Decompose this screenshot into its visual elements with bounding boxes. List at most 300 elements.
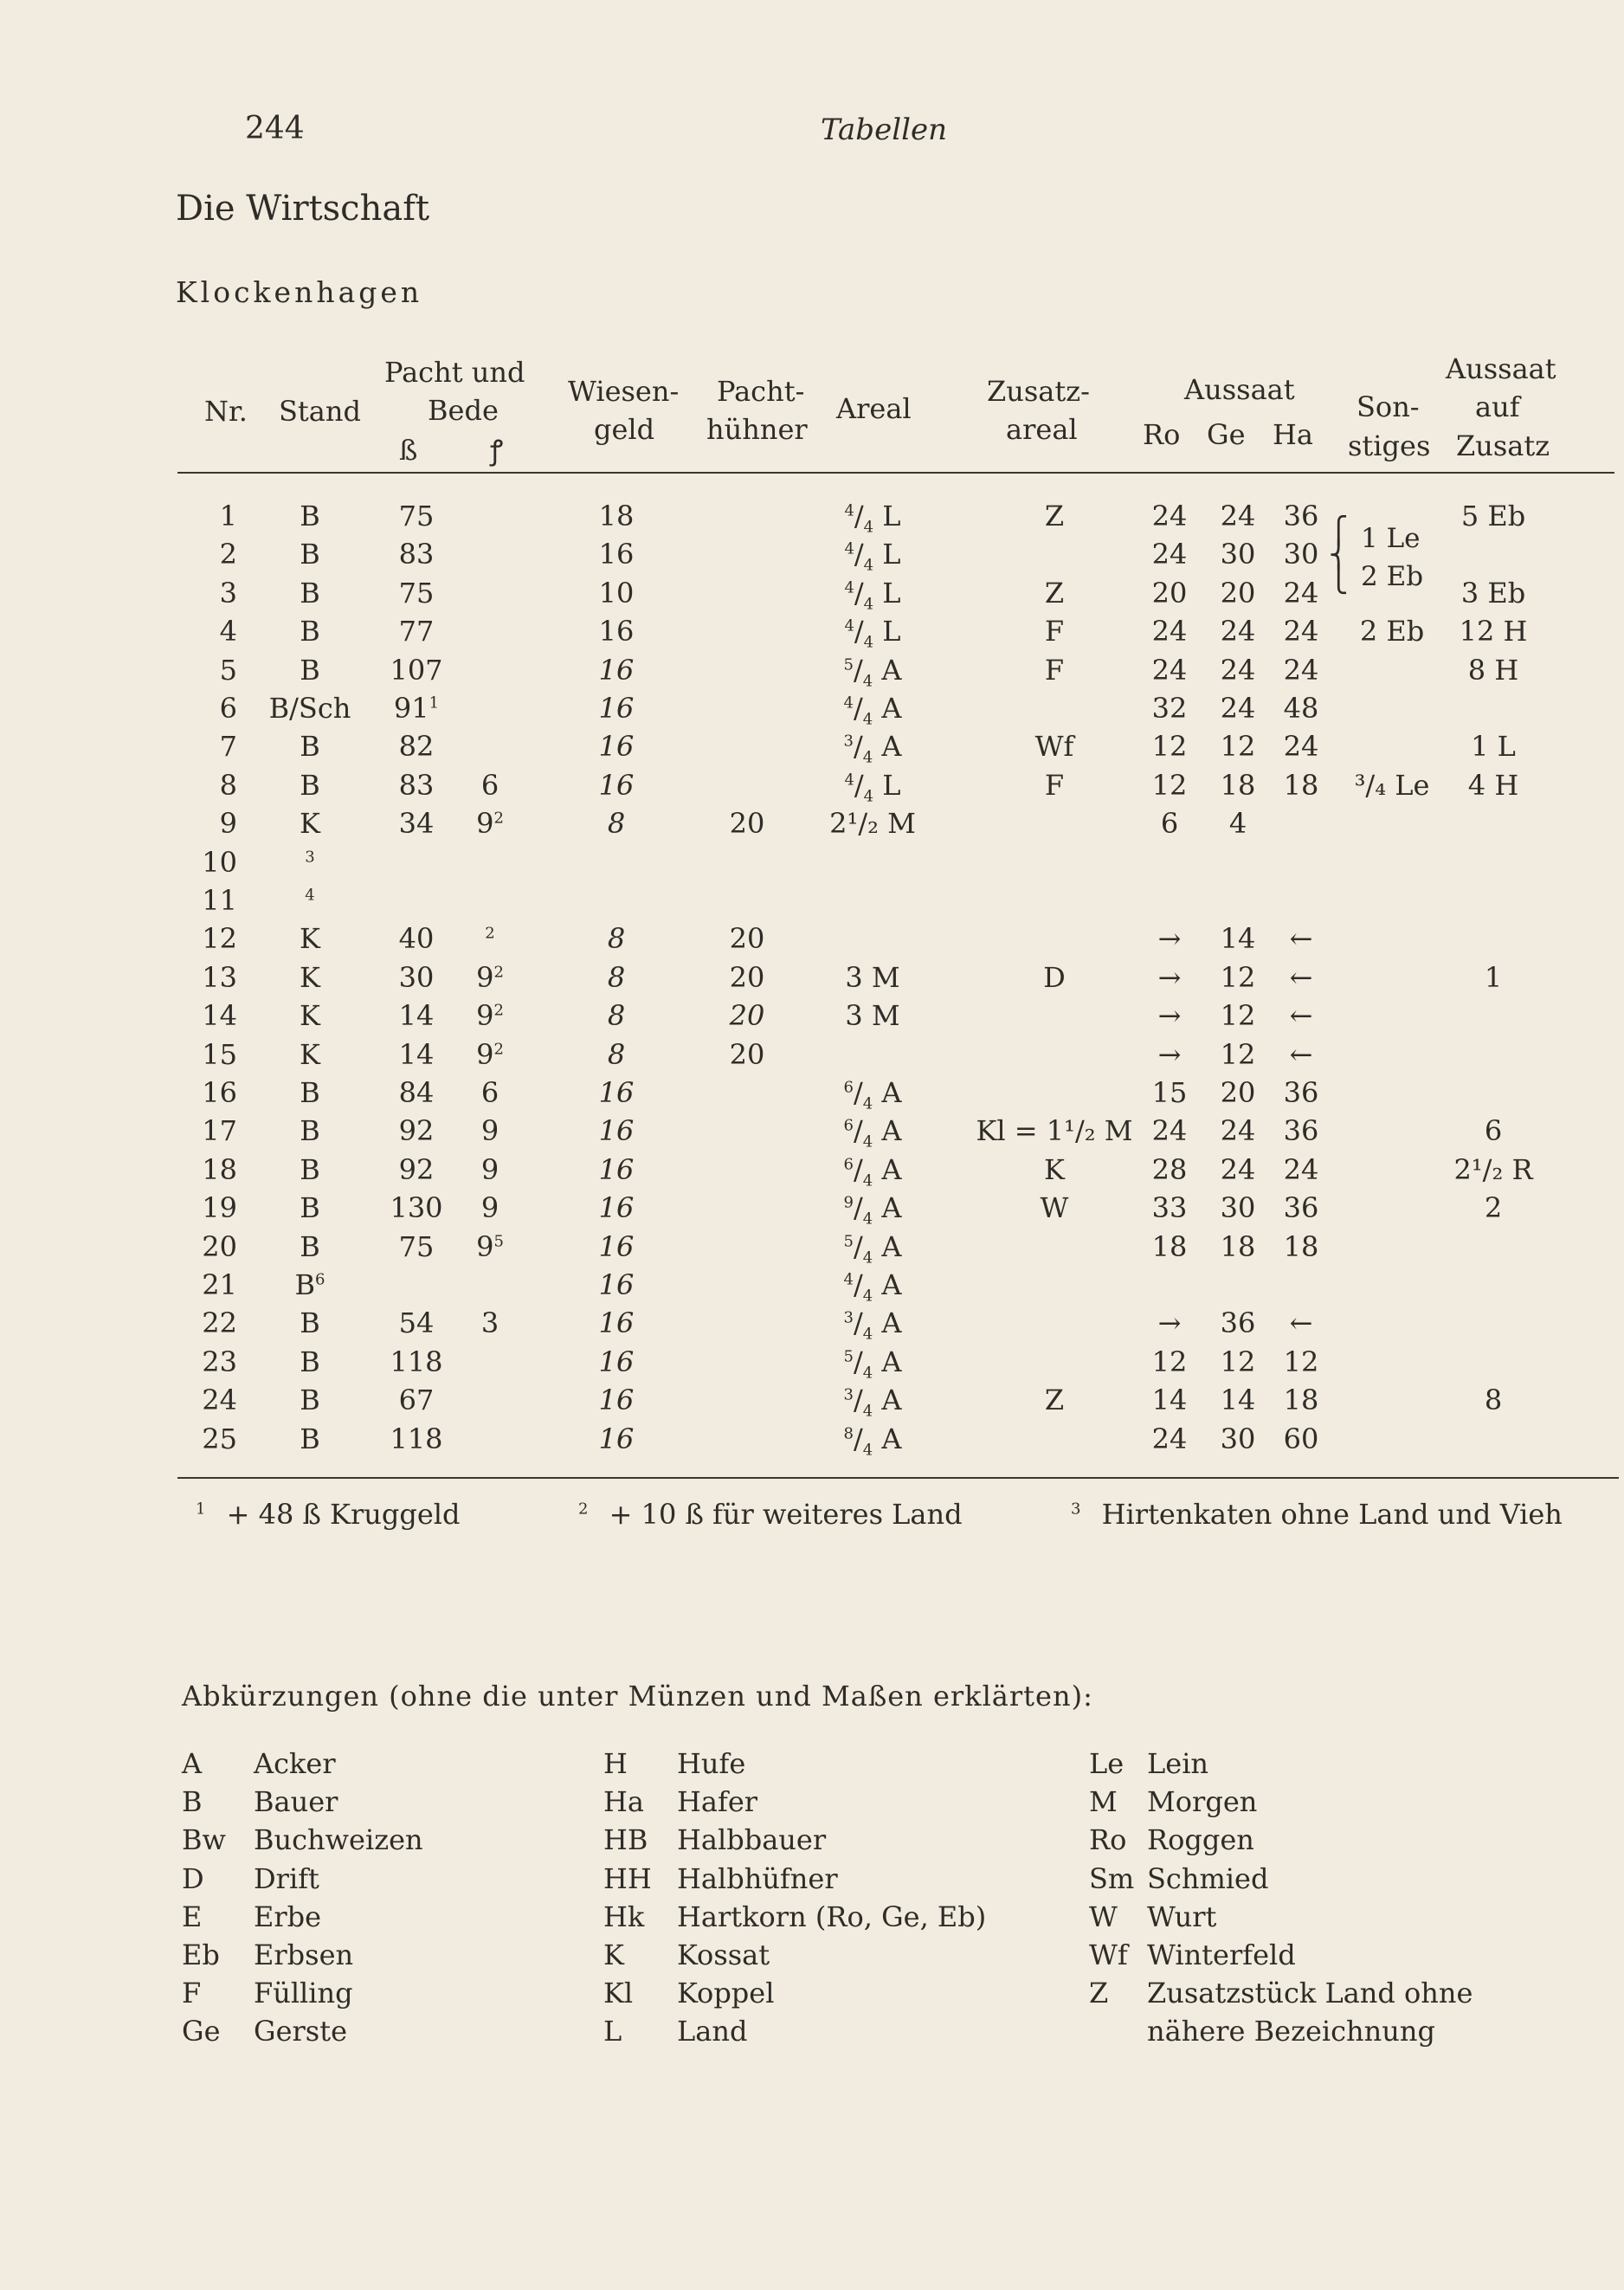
arrow-right-icon: ←	[1289, 999, 1313, 1033]
cell-pacht	[390, 1345, 442, 1379]
cell-ha: 18	[1283, 768, 1319, 802]
pacht-value: 75	[398, 576, 435, 610]
abbreviation-code: Ge	[182, 2015, 221, 2048]
cell-wiesengeld: 16	[598, 615, 635, 648]
cell-nr: 16	[202, 1076, 237, 1109]
cell-bede	[481, 1113, 499, 1148]
cell-pacht	[399, 1037, 435, 1072]
cell-ge: 24	[1220, 692, 1256, 725]
cell-stand	[300, 1383, 320, 1417]
arrow-left-icon: →	[1157, 960, 1182, 994]
cell-zusatzareal: Z	[1044, 1384, 1065, 1417]
fraction-numerator: 6	[843, 1155, 854, 1174]
abbreviation-code: B	[182, 1785, 203, 1819]
cell-nr: 8	[219, 768, 237, 802]
cell-ge: 12	[1220, 999, 1256, 1033]
cell-areal: $^6/_4$ A	[843, 1114, 902, 1151]
stand-value: B	[300, 615, 320, 648]
cell-zusatzareal: K	[1044, 1152, 1065, 1186]
cell-wiesengeld: 16	[598, 1384, 635, 1417]
pacht-value: 107	[390, 653, 443, 687]
footnote	[196, 1498, 460, 1531]
arrow-left-icon: →	[1157, 922, 1182, 956]
cell-ha: 36	[1283, 1114, 1319, 1148]
cell-wiesengeld: 8	[607, 1037, 626, 1071]
cell-ro: 24	[1151, 1114, 1188, 1148]
fraction-denominator: 4	[862, 671, 873, 690]
cell-ge: 24	[1220, 653, 1256, 687]
cell-stand	[300, 1190, 320, 1225]
abbreviation-code: F	[182, 1977, 202, 2010]
cell-nr: 11	[202, 884, 237, 917]
cell-aussaat-zusatz: 2¹/₂ R	[1453, 1152, 1533, 1186]
header-sonstiges-1: Son-	[1357, 390, 1420, 423]
cell-pacht	[399, 614, 435, 648]
cell-zusatzareal: Wf	[1034, 730, 1074, 764]
header-aussaat-zusatz-1: Aussaat	[1446, 352, 1556, 385]
cell-areal: $^8/_4$ A	[843, 1422, 902, 1459]
abbreviation-meaning: Schmied	[1147, 1861, 1269, 1895]
abbreviation-code: E	[182, 1900, 203, 1933]
pacht-value: 130	[390, 1191, 443, 1225]
pacht-value: 83	[398, 538, 435, 571]
cell-bede	[476, 1037, 504, 1072]
pacht-value: 67	[398, 1384, 435, 1417]
pacht-value: 92	[398, 1152, 435, 1186]
cell-ge: 14	[1220, 922, 1256, 956]
cell-aussaat-zusatz: 8	[1484, 1384, 1503, 1417]
bede-value: 9	[480, 1114, 499, 1148]
cell-areal: $^6/_4$ A	[843, 1076, 902, 1113]
cell-nr: 12	[202, 922, 237, 956]
cell-ge: 12	[1220, 1345, 1256, 1378]
stand-value: B	[300, 730, 320, 764]
pacht-value: 30	[398, 960, 435, 994]
bede-value: 9	[476, 999, 494, 1033]
abbreviation-code: Ha	[603, 1785, 644, 1819]
cell-areal: $^6/_4$ A	[843, 1152, 902, 1190]
cell-bede	[485, 921, 494, 956]
running-head: Tabellen	[821, 113, 947, 147]
fraction-denominator: 4	[862, 1440, 873, 1459]
cell-bede	[481, 1190, 499, 1225]
cell-pacht	[399, 1113, 435, 1148]
abbreviation-code: Ro	[1089, 1823, 1127, 1857]
header-ha: Ha	[1273, 418, 1313, 451]
areal-unit: L	[882, 768, 901, 802]
fraction-denominator: 4	[862, 1402, 873, 1421]
abbreviation-meaning: Buchweizen	[254, 1823, 423, 1857]
cell-ha: 36	[1283, 1076, 1319, 1109]
cell-stand	[300, 614, 320, 648]
cell-areal: $^3/_4$ A	[843, 730, 902, 767]
arrow-left-icon: →	[1157, 1306, 1182, 1340]
brace-item: 1 Le	[1361, 523, 1421, 554]
cell-wiesengeld: 16	[598, 1345, 635, 1378]
cell-nr: 5	[219, 653, 237, 687]
abbreviation-meaning: Halbhüfner	[677, 1861, 838, 1895]
abbreviation-meaning: Winterfeld	[1147, 1938, 1296, 1971]
cell-nr: 21	[202, 1268, 237, 1301]
cell-areal: $^4/_4$ L	[844, 768, 901, 806]
cell-ge: 12	[1220, 1037, 1256, 1071]
arrow-right-icon: ←	[1289, 1306, 1313, 1340]
cell-pacht	[399, 960, 435, 995]
cell-pachthuehner: 20	[729, 807, 765, 841]
cell-stand	[305, 883, 314, 918]
abbreviation-code: M	[1089, 1785, 1118, 1819]
cell-wiesengeld: 16	[598, 1306, 635, 1340]
header-wiesengeld-2: geld	[594, 413, 655, 446]
cell-bede	[481, 768, 499, 803]
fraction-numerator: 5	[843, 1231, 854, 1250]
header-zusatzareal-1: Zusatz-	[987, 375, 1090, 408]
header-nr: Nr.	[204, 395, 248, 428]
bede-value: 9	[480, 1152, 499, 1186]
footnote-ref: 2	[493, 809, 504, 828]
fraction-numerator: 5	[843, 1347, 854, 1366]
cell-ro: 28	[1151, 1152, 1188, 1186]
cell-ge: 24	[1220, 1152, 1256, 1186]
cell-wiesengeld: 16	[598, 1191, 635, 1225]
cell-wiesengeld: 16	[598, 768, 635, 802]
pacht-value: 118	[390, 1345, 443, 1378]
stand-value: B	[300, 1229, 320, 1263]
footnote-ref: 3	[305, 847, 315, 866]
areal-unit: A	[881, 1306, 902, 1340]
cell-ro: 24	[1151, 615, 1188, 648]
cell-ge: 14	[1220, 1384, 1256, 1417]
cell-nr: 24	[202, 1384, 237, 1417]
header-pacht-unit-pfennig: ꝭ	[490, 434, 504, 467]
cell-ro: 24	[1151, 653, 1188, 687]
cell-zusatzareal: Kl = 1¹/₂ M	[976, 1114, 1133, 1148]
cell-ge: 30	[1220, 538, 1256, 571]
cell-pacht	[399, 806, 435, 841]
cell-pacht	[399, 1383, 435, 1417]
cell-wiesengeld: 10	[598, 576, 635, 610]
cell-stand	[300, 1229, 320, 1264]
pacht-value: 14	[398, 1037, 435, 1071]
table-title: Klockenhagen	[176, 275, 423, 309]
pacht-value: 77	[398, 615, 435, 648]
cell-stand	[300, 499, 320, 533]
cell-aussaat-zusatz: 6	[1484, 1114, 1503, 1148]
footnote-text: + 10 ß für weiteres Land	[609, 1498, 963, 1531]
abbreviation-code: A	[182, 1747, 203, 1780]
cell-ha: 12	[1283, 1345, 1319, 1378]
abbreviation-meaning: Zusatzstück Land ohne	[1147, 1977, 1473, 2010]
header-sonstiges-2: stiges	[1348, 429, 1431, 462]
fraction-denominator: 4	[863, 787, 874, 806]
areal-unit: L	[882, 538, 901, 571]
cell-ha: 24	[1283, 615, 1319, 648]
areal-unit: L	[882, 500, 901, 532]
cell-pachthuehner: 20	[729, 999, 765, 1033]
cell-wiesengeld: 16	[598, 1152, 635, 1186]
cell-bede	[476, 960, 504, 995]
cell-ge: 24	[1220, 615, 1256, 648]
cell-zusatzareal: F	[1044, 653, 1065, 687]
abbreviation-meaning: Lein	[1147, 1747, 1209, 1780]
fraction-numerator: 5	[843, 655, 854, 674]
header-zusatzareal-2: areal	[1006, 413, 1078, 446]
abbreviation-meaning: Erbsen	[254, 1938, 354, 1971]
cell-nr: 7	[219, 730, 237, 764]
cell-wiesengeld: 18	[598, 500, 635, 532]
fraction-numerator: 4	[844, 578, 854, 597]
footnote-ref: 2	[493, 1039, 504, 1058]
cell-pacht	[399, 537, 435, 571]
cell-areal: $^9/_4$ A	[843, 1191, 902, 1229]
cell-ha: 24	[1283, 653, 1319, 687]
bede-value: 6	[480, 768, 499, 802]
cell-bede	[481, 1152, 499, 1187]
cell-nr: 13	[202, 960, 237, 994]
cell-ha: 36	[1283, 500, 1319, 532]
cell-wiesengeld: 16	[598, 1076, 635, 1109]
cell-nr: 3	[219, 576, 237, 610]
header-pacht-1: Pacht und	[384, 356, 525, 389]
cell-nr: 20	[202, 1229, 237, 1263]
stand-value: B	[300, 1384, 320, 1417]
cell-nr: 2	[219, 538, 237, 571]
pacht-value: 40	[398, 922, 435, 956]
cell-stand	[300, 960, 320, 995]
cell-wiesengeld: 16	[598, 730, 635, 764]
cell-ha: 60	[1283, 1422, 1319, 1455]
fraction-numerator: 3	[843, 1385, 854, 1404]
cell-nr: 15	[202, 1037, 237, 1071]
stand-value: B	[300, 653, 320, 687]
cell-nr: 9	[219, 807, 237, 841]
cell-nr: 1	[219, 500, 237, 532]
areal-unit: A	[881, 1191, 902, 1225]
brace-group	[1361, 519, 1423, 596]
bede-value: 9	[476, 807, 494, 841]
header-pachthuehner-1: Pacht-	[717, 375, 805, 408]
cell-nr: 25	[202, 1422, 237, 1455]
fraction-numerator: 4	[844, 771, 854, 790]
footnote-mark: 2	[578, 1500, 589, 1519]
cell-zusatzareal: F	[1044, 615, 1065, 648]
cell-wiesengeld: 8	[607, 807, 626, 841]
cell-ha: 36	[1283, 1191, 1319, 1225]
stand-value: B	[300, 1152, 320, 1186]
cell-ge: 36	[1220, 1306, 1256, 1340]
cell-stand	[300, 576, 320, 610]
section-heading: Die Wirtschaft	[176, 189, 430, 229]
footnote-mark: 3	[1071, 1500, 1081, 1519]
cell-zusatzareal: W	[1040, 1191, 1069, 1225]
cell-areal: $^4/_4$ A	[843, 692, 902, 729]
cell-pacht	[390, 1422, 442, 1456]
cell-aussaat-zusatz: 5 Eb	[1460, 500, 1526, 532]
cell-wiesengeld: 16	[598, 692, 635, 725]
cell-aussaat-zusatz: 8 H	[1467, 653, 1519, 687]
cell-aussaat-zusatz: 1 L	[1471, 730, 1516, 764]
cell-stand	[300, 1075, 320, 1110]
footnote-ref: 6	[315, 1270, 325, 1289]
fraction-numerator: 6	[843, 1078, 854, 1097]
cell-nr: 4	[219, 615, 237, 648]
footnote-ref: 5	[493, 1231, 504, 1250]
abbreviation-code: Bw	[182, 1823, 226, 1857]
cell-stand	[295, 1268, 325, 1302]
abbreviation-meaning: nähere Bezeichnung	[1147, 2015, 1435, 2048]
cell-aussaat-zusatz: 2	[1484, 1191, 1503, 1225]
cell-aussaat-zusatz: 3 Eb	[1460, 576, 1526, 610]
brace-item: 2 Eb	[1361, 561, 1424, 592]
cell-nr: 17	[202, 1114, 237, 1148]
cell-pacht	[399, 1229, 435, 1264]
fraction-denominator: 4	[862, 1325, 873, 1344]
cell-pacht	[399, 998, 435, 1033]
cell-nr: 14	[202, 999, 237, 1033]
abbreviation-meaning: Halbbauer	[677, 1823, 827, 1857]
abbreviation-meaning: Land	[677, 2015, 748, 2048]
abbreviation-meaning: Drift	[254, 1861, 319, 1895]
cell-nr: 19	[202, 1191, 237, 1225]
cell-wiesengeld: 16	[598, 1268, 635, 1301]
cell-wiesengeld: 16	[598, 1422, 635, 1455]
fraction-denominator: 4	[862, 748, 873, 767]
areal-unit: A	[881, 1229, 902, 1263]
cell-ge: 24	[1220, 500, 1256, 532]
stand-value: K	[300, 922, 320, 956]
stand-value: B	[294, 1268, 316, 1301]
cell-ro: 24	[1151, 1422, 1188, 1455]
cell-bede	[476, 998, 504, 1033]
cell-ge: 24	[1220, 1114, 1256, 1148]
footnote	[578, 1498, 963, 1531]
cell-pacht	[399, 729, 435, 764]
cell-wiesengeld: 16	[598, 1229, 635, 1263]
cell-stand	[300, 1037, 320, 1072]
cell-wiesengeld: 16	[598, 653, 635, 687]
arrow-right-icon: ←	[1289, 960, 1313, 994]
cell-areal: $^5/_4$ A	[843, 1229, 902, 1267]
abbreviation-code: Wf	[1089, 1938, 1128, 1971]
abbreviation-meaning: Gerste	[254, 2015, 348, 2048]
cell-pacht	[394, 691, 439, 726]
brace-symbol: ⎧ ⎨ ⎩	[1329, 516, 1349, 595]
fraction-numerator: 4	[843, 693, 854, 713]
header-ro: Ro	[1143, 418, 1181, 451]
bede-value: 9	[480, 1191, 499, 1225]
pacht-value: 92	[398, 1114, 435, 1148]
fraction-denominator: 4	[862, 1364, 873, 1383]
cell-pachthuehner: 20	[729, 1037, 765, 1071]
abbreviation-code: K	[603, 1938, 624, 1971]
cell-areal: $^4/_4$ L	[844, 576, 901, 614]
header-aussaat-zusatz-3: Zusatz	[1456, 429, 1550, 462]
abbreviation-code: HH	[603, 1861, 652, 1895]
cell-zusatzareal: Z	[1044, 576, 1065, 610]
pacht-value: 75	[398, 500, 435, 532]
fraction-numerator: 6	[843, 1116, 854, 1135]
fraction-denominator: 4	[863, 556, 874, 575]
fraction-denominator: 4	[862, 1094, 873, 1113]
cell-aussaat-zusatz: 4 H	[1467, 768, 1519, 802]
stand-value: K	[300, 807, 320, 841]
cell-ha: 30	[1283, 538, 1319, 571]
fraction-denominator: 4	[863, 633, 874, 652]
pacht-value: 54	[398, 1306, 435, 1340]
stand-value: B	[300, 1345, 320, 1378]
fraction-denominator: 4	[862, 1171, 873, 1190]
cell-zusatzareal: F	[1044, 768, 1065, 802]
cell-ge: 18	[1220, 768, 1256, 802]
cell-nr: 22	[202, 1306, 237, 1340]
footnote-text: + 48 ß Kruggeld	[226, 1498, 461, 1531]
cell-ro: 24	[1151, 500, 1188, 532]
areal-unit: A	[881, 692, 902, 725]
fraction-denominator: 4	[862, 1132, 873, 1151]
pacht-value: 14	[398, 999, 435, 1033]
cell-bede	[476, 806, 504, 841]
cell-wiesengeld: 16	[598, 538, 635, 571]
abbreviation-meaning: Kossat	[677, 1938, 770, 1971]
cell-ro: 14	[1151, 1384, 1188, 1417]
stand-value: B	[300, 538, 320, 571]
header-pacht-2: Bede	[428, 394, 499, 427]
abbreviation-meaning: Erbe	[254, 1900, 322, 1933]
header-wiesengeld-1: Wiesen-	[568, 375, 680, 408]
fraction-numerator: 8	[843, 1423, 854, 1442]
footnote-ref: 2	[485, 924, 495, 943]
cell-ha: 18	[1283, 1229, 1319, 1263]
cell-pacht	[390, 653, 442, 687]
header-rule	[177, 472, 1614, 474]
cell-stand	[300, 1422, 320, 1456]
cell-wiesengeld: 8	[607, 922, 626, 956]
stand-value: B	[300, 500, 320, 532]
abbreviation-code: D	[182, 1861, 204, 1895]
cell-areal: $^4/_4$ A	[843, 1268, 902, 1306]
footnote-ref: 1	[429, 693, 440, 713]
cell-stand	[300, 768, 320, 803]
cell-wiesengeld: 8	[607, 999, 626, 1033]
stand-value: B	[300, 1306, 320, 1340]
arrow-right-icon: ←	[1289, 922, 1313, 956]
pacht-value: 82	[398, 730, 435, 764]
areal-unit: A	[881, 1152, 902, 1186]
cell-ha: 24	[1283, 1152, 1319, 1186]
cell-ge: 18	[1220, 1229, 1256, 1263]
cell-stand	[300, 537, 320, 571]
abbreviation-code: Eb	[182, 1938, 220, 1971]
cell-stand	[300, 806, 320, 841]
cell-pacht	[399, 1152, 435, 1187]
cell-wiesengeld: 8	[607, 960, 626, 994]
cell-stand	[300, 1113, 320, 1148]
cell-areal: $^5/_4$ A	[843, 653, 902, 690]
stand-value: B	[300, 576, 320, 610]
cell-ge: 12	[1220, 960, 1256, 994]
header-areal: Areal	[836, 392, 912, 425]
areal-unit: A	[881, 653, 902, 687]
abbreviation-meaning: Hufe	[677, 1747, 746, 1780]
cell-aussaat-zusatz: 12 H	[1459, 615, 1528, 648]
cell-ha: 24	[1283, 576, 1319, 610]
cell-nr: 6	[219, 692, 237, 725]
cell-areal: $^5/_4$ A	[843, 1345, 902, 1383]
stand-value: K	[300, 960, 320, 994]
cell-ro: 33	[1151, 1191, 1188, 1225]
abbreviation-meaning: Hafer	[677, 1785, 758, 1819]
cell-ge: 12	[1220, 730, 1256, 764]
